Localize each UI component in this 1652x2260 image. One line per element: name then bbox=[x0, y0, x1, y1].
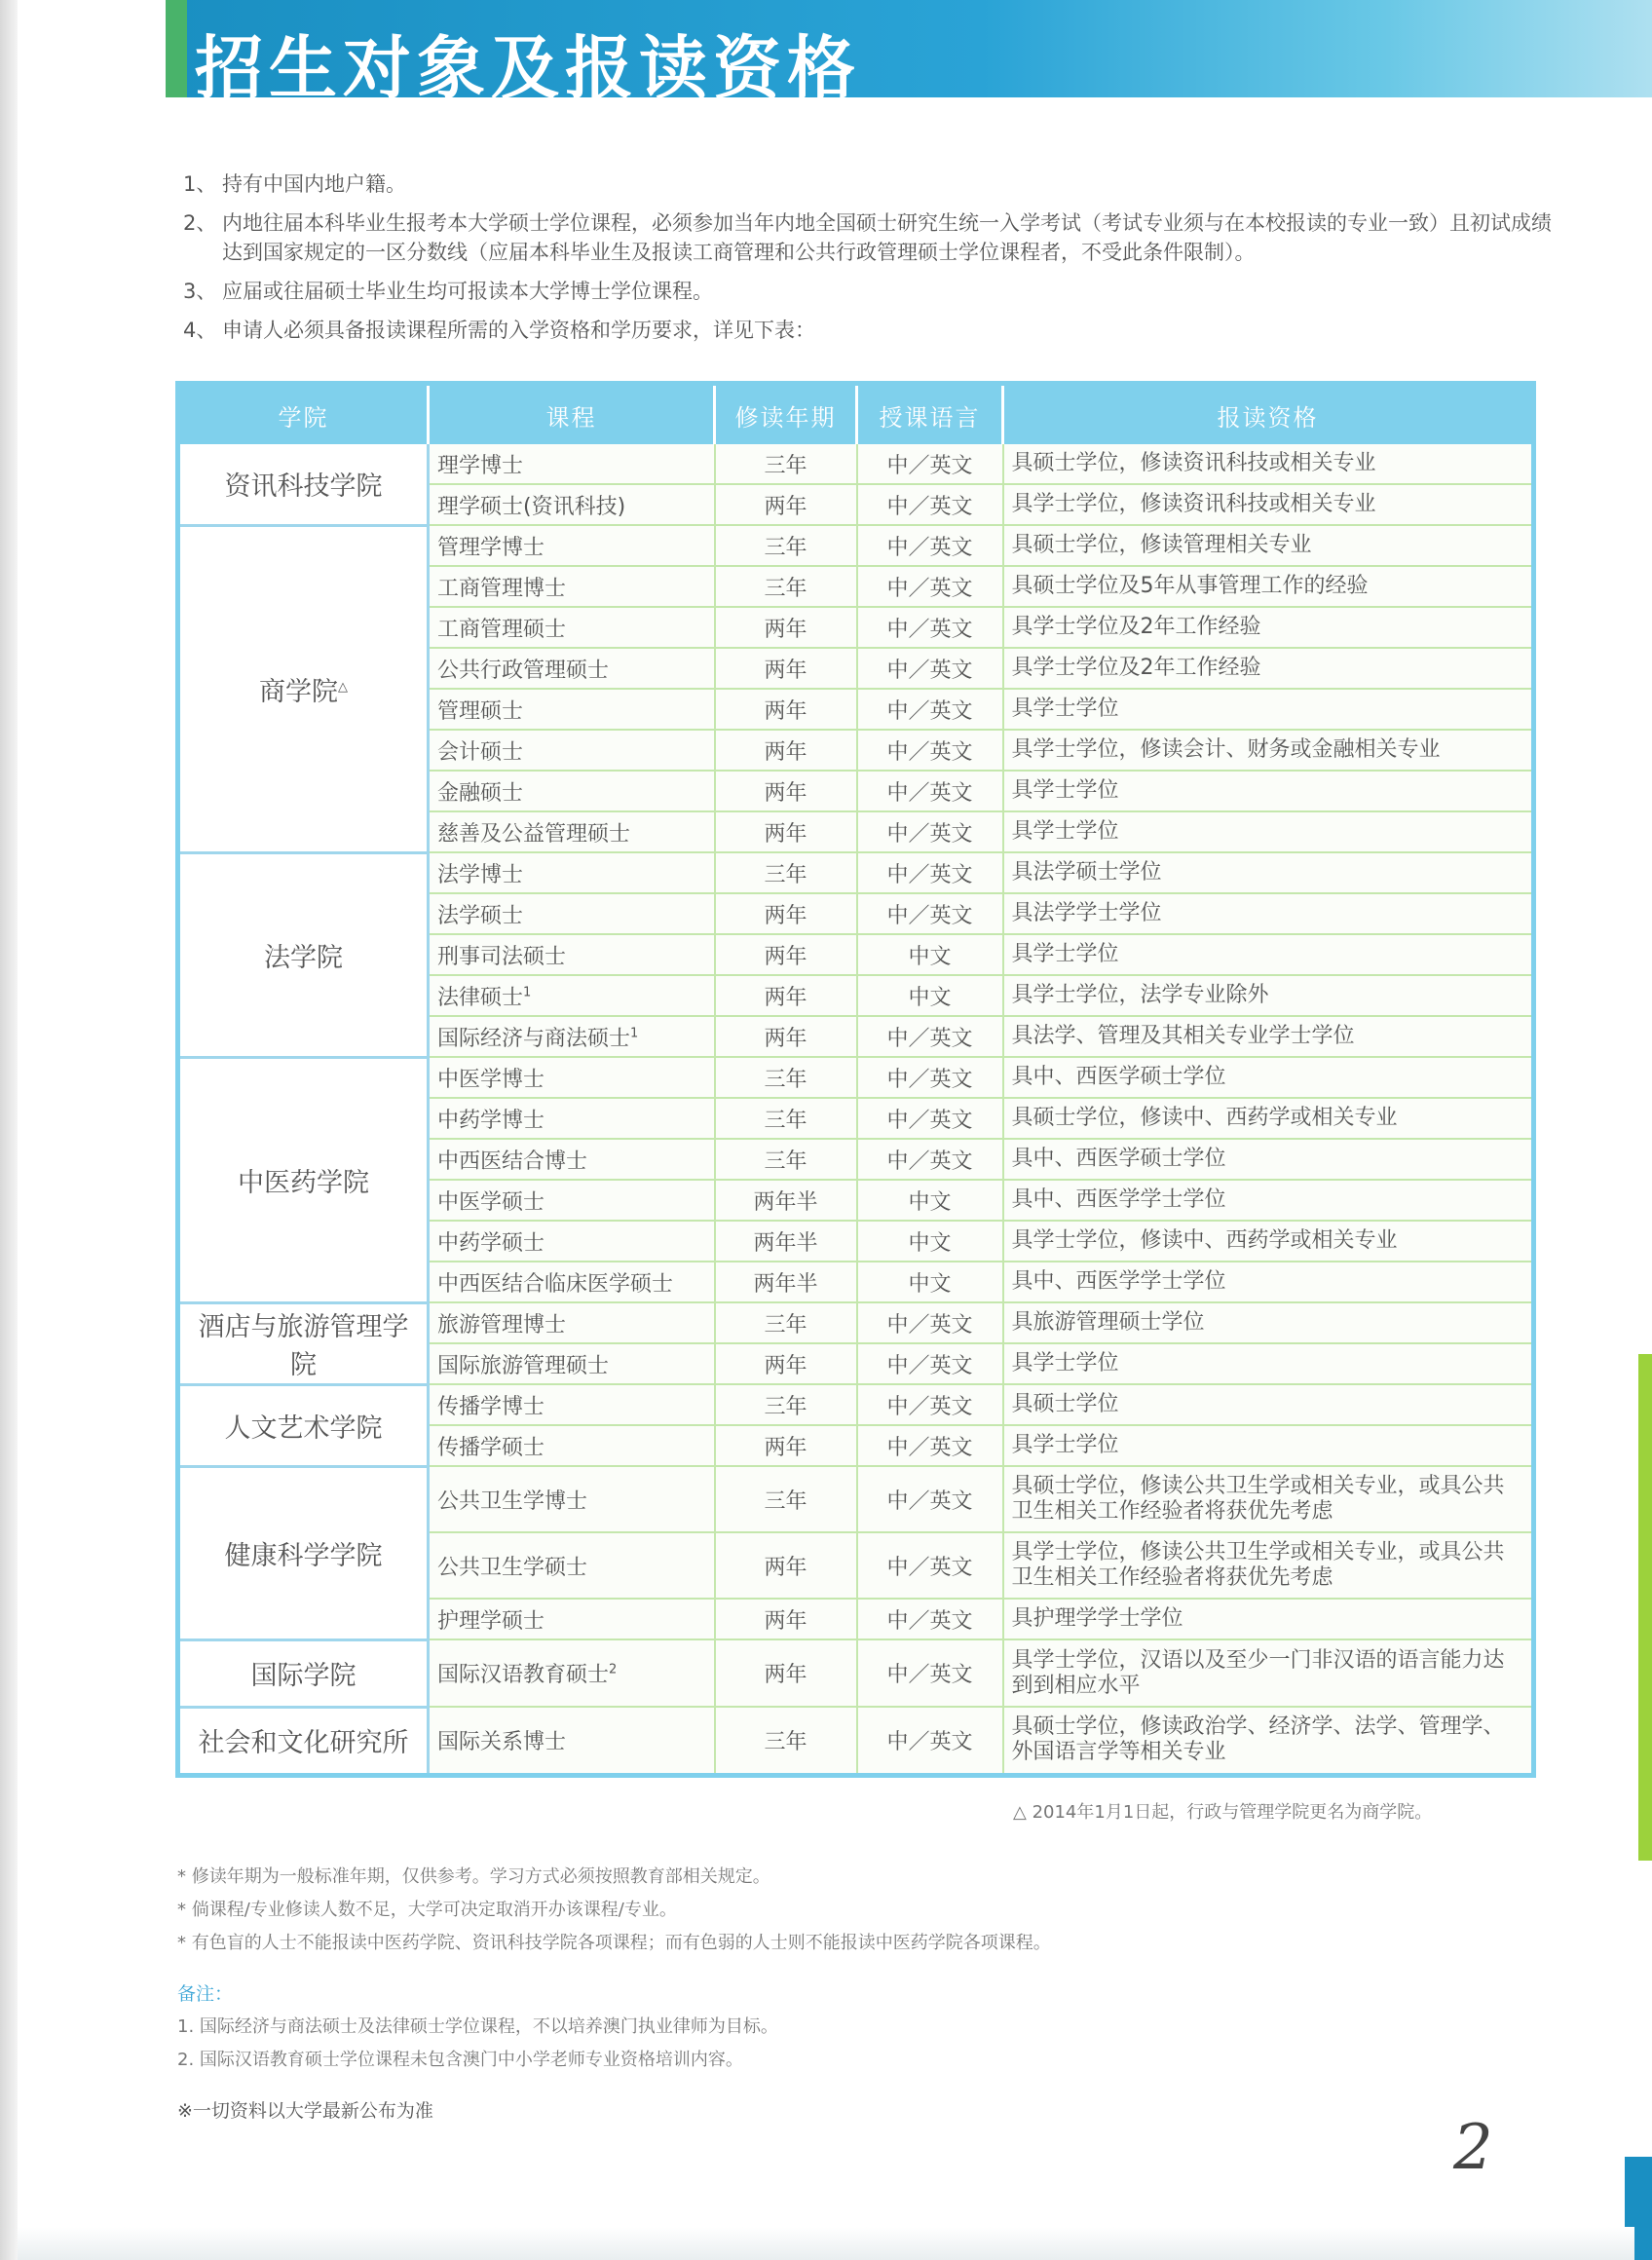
requirement-item bbox=[183, 316, 1566, 345]
course-cell bbox=[429, 893, 715, 934]
duration-cell: 三年 bbox=[715, 1707, 857, 1775]
course-name: 传播学硕士 bbox=[437, 1435, 545, 1460]
requirement-cell: 具学士学位，修读会计、财务或金融相关专业 bbox=[1003, 730, 1534, 771]
note-item: * 倘课程/专业修读人数不足，大学可决定取消开办该课程/专业。 bbox=[177, 1900, 677, 1920]
language-cell: 中／英文 bbox=[857, 1098, 1003, 1139]
course-cell bbox=[429, 1532, 715, 1599]
course-name: 国际关系博士 bbox=[437, 1729, 567, 1754]
college-cell bbox=[178, 1707, 429, 1775]
duration-cell: 三年 bbox=[715, 1098, 857, 1139]
college-cell bbox=[178, 1639, 429, 1707]
college-name: 酒店与旅游管理学院 bbox=[198, 1312, 409, 1380]
requirement-cell: 具法学硕士学位 bbox=[1003, 852, 1534, 893]
requirement-cell: 具硕士学位 bbox=[1003, 1384, 1534, 1425]
duration-cell: 三年 bbox=[715, 1302, 857, 1343]
college-cell bbox=[178, 525, 429, 852]
language-cell: 中／英文 bbox=[857, 771, 1003, 811]
requirement-number: 1、 bbox=[183, 172, 217, 196]
course-name: 国际旅游管理硕士 bbox=[437, 1353, 610, 1378]
language-cell: 中／英文 bbox=[857, 1532, 1003, 1599]
note-item: * 有色盲的人士不能报读中医药学院、资讯科技学院各项课程；而有色弱的人士则不能报读中医药学院各项课程。 bbox=[177, 1933, 1051, 1953]
course-cell bbox=[429, 525, 715, 566]
page-bottom-edge bbox=[18, 2227, 1634, 2260]
language-cell: 中／英文 bbox=[857, 607, 1003, 648]
requirement-cell: 具硕士学位及5年从事管理工作的经验 bbox=[1003, 566, 1534, 607]
language-cell: 中／英文 bbox=[857, 525, 1003, 566]
course-name: 旅游管理博士 bbox=[437, 1312, 567, 1337]
college-cell bbox=[178, 1466, 429, 1639]
course-name: 中医学博士 bbox=[437, 1067, 545, 1092]
requirement-cell: 具学士学位，修读资讯科技或相关专业 bbox=[1003, 484, 1534, 525]
course-name: 慈善及公益管理硕士 bbox=[437, 821, 631, 847]
table-header-row bbox=[178, 384, 1534, 445]
college-cell bbox=[178, 852, 429, 1057]
note-item: * 修读年期为一般标准年期，仅供参考。学习方式必须按照教育部相关规定。 bbox=[177, 1866, 770, 1887]
course-cell bbox=[429, 484, 715, 525]
course-cell bbox=[429, 648, 715, 689]
header-accent-strip bbox=[166, 0, 187, 97]
course-name: 中药学硕士 bbox=[437, 1230, 545, 1256]
requirement-cell: 具学士学位 bbox=[1003, 771, 1534, 811]
college-name: 人文艺术学院 bbox=[224, 1412, 383, 1444]
duration-cell: 两年 bbox=[715, 689, 857, 730]
table-row bbox=[178, 1384, 1534, 1425]
table-row bbox=[178, 1057, 1534, 1098]
duration-cell: 三年 bbox=[715, 525, 857, 566]
course-cell bbox=[429, 607, 715, 648]
requirement-cell: 具学士学位，汉语以及至少一门非汉语的语言能力达到到相应水平 bbox=[1003, 1639, 1534, 1707]
course-name: 金融硕士 bbox=[437, 780, 524, 806]
course-cell bbox=[429, 689, 715, 730]
language-cell: 中文 bbox=[857, 1180, 1003, 1221]
duration-cell: 两年 bbox=[715, 1532, 857, 1599]
course-name: 理学硕士(资讯科技) bbox=[437, 494, 626, 519]
notes-section bbox=[177, 1863, 1560, 1962]
requirement-cell: 具学士学位 bbox=[1003, 811, 1534, 852]
language-cell: 中／英文 bbox=[857, 852, 1003, 893]
course-cell bbox=[429, 1262, 715, 1302]
duration-cell: 两年 bbox=[715, 975, 857, 1016]
requirement-cell: 具学士学位，修读公共卫生学或相关专业，或具公共卫生相关工作经验者将获优先考虑 bbox=[1003, 1532, 1534, 1599]
course-name: 中西医结合临床医学硕士 bbox=[437, 1271, 674, 1297]
college-name: 法学院 bbox=[264, 942, 343, 973]
duration-cell: 两年 bbox=[715, 1425, 857, 1466]
course-cell bbox=[429, 444, 715, 484]
duration-cell: 两年 bbox=[715, 934, 857, 975]
language-cell: 中文 bbox=[857, 934, 1003, 975]
requirement-cell: 具硕士学位，修读政治学、经济学、法学、管理学、外国语言学等相关专业 bbox=[1003, 1707, 1534, 1775]
column-header: 报读资格 bbox=[1003, 384, 1534, 445]
course-cell bbox=[429, 1180, 715, 1221]
requirement-item bbox=[183, 208, 1566, 267]
requirements-list bbox=[183, 170, 1566, 355]
requirement-cell: 具学士学位及2年工作经验 bbox=[1003, 607, 1534, 648]
language-cell: 中／英文 bbox=[857, 566, 1003, 607]
rename-note: △ 2014年1月1日起，行政与管理学院更名为商学院。 bbox=[1013, 1802, 1433, 1823]
college-name: 社会和文化研究所 bbox=[198, 1728, 409, 1758]
duration-cell: 三年 bbox=[715, 444, 857, 484]
language-cell: 中／英文 bbox=[857, 1599, 1003, 1639]
course-cell bbox=[429, 1707, 715, 1775]
course-name: 工商管理博士 bbox=[437, 576, 567, 601]
course-cell bbox=[429, 566, 715, 607]
requirement-cell: 具旅游管理硕士学位 bbox=[1003, 1302, 1534, 1343]
requirement-cell: 具法学学士学位 bbox=[1003, 893, 1534, 934]
course-name: 法学博士 bbox=[437, 862, 524, 887]
footnote-marker: 1 bbox=[630, 1026, 639, 1041]
college-name: 中医药学院 bbox=[238, 1167, 369, 1198]
course-cell bbox=[429, 1384, 715, 1425]
table-row bbox=[178, 1466, 1534, 1532]
requirement-cell: 具硕士学位，修读管理相关专业 bbox=[1003, 525, 1534, 566]
requirement-cell: 具中、西医学学士学位 bbox=[1003, 1180, 1534, 1221]
requirement-cell: 具硕士学位，修读中、西药学或相关专业 bbox=[1003, 1098, 1534, 1139]
course-name: 公共卫生学博士 bbox=[437, 1488, 588, 1514]
course-cell bbox=[429, 1098, 715, 1139]
duration-cell: 两年 bbox=[715, 811, 857, 852]
language-cell: 中／英文 bbox=[857, 1707, 1003, 1775]
duration-cell: 两年半 bbox=[715, 1221, 857, 1262]
requirement-cell: 具学士学位及2年工作经验 bbox=[1003, 648, 1534, 689]
requirement-cell: 具学士学位 bbox=[1003, 934, 1534, 975]
course-cell bbox=[429, 771, 715, 811]
course-cell bbox=[429, 811, 715, 852]
college-cell bbox=[178, 1057, 429, 1302]
course-name: 中医学硕士 bbox=[437, 1189, 545, 1215]
requirement-text: 持有中国内地户籍。 bbox=[222, 172, 406, 196]
requirement-cell: 具学士学位 bbox=[1003, 1343, 1534, 1384]
course-name: 法律硕士 bbox=[437, 985, 524, 1010]
college-name: 国际学院 bbox=[250, 1661, 357, 1691]
page-title: 招生对象及报读资格 bbox=[195, 28, 861, 108]
remark-item: 2. 国际汉语教育硕士学位课程未包含澳门中小学老师专业资格培训内容。 bbox=[177, 2050, 743, 2070]
requirement-number: 2、 bbox=[183, 211, 217, 235]
requirement-cell: 具护理学学士学位 bbox=[1003, 1599, 1534, 1639]
language-cell: 中／英文 bbox=[857, 484, 1003, 525]
language-cell: 中／英文 bbox=[857, 1384, 1003, 1425]
course-cell bbox=[429, 1639, 715, 1707]
remarks-title: 备注： bbox=[177, 1983, 234, 2005]
college-name: 商学院 bbox=[259, 676, 338, 707]
course-name: 公共卫生学硕士 bbox=[437, 1555, 588, 1580]
course-name: 国际经济与商法硕士 bbox=[437, 1026, 631, 1051]
duration-cell: 三年 bbox=[715, 1057, 857, 1098]
table-row bbox=[178, 852, 1534, 893]
column-header: 修读年期 bbox=[715, 384, 857, 445]
duration-cell: 两年 bbox=[715, 771, 857, 811]
college-mark: △ bbox=[338, 679, 348, 695]
footnote-marker: 1 bbox=[523, 985, 532, 1000]
language-cell: 中文 bbox=[857, 1262, 1003, 1302]
table-row bbox=[178, 444, 1534, 484]
remarks-section bbox=[177, 2013, 778, 2079]
duration-cell: 两年 bbox=[715, 484, 857, 525]
duration-cell: 两年 bbox=[715, 1343, 857, 1384]
language-cell: 中／英文 bbox=[857, 648, 1003, 689]
course-name: 管理硕士 bbox=[437, 698, 524, 724]
course-cell bbox=[429, 1016, 715, 1057]
course-cell bbox=[429, 1302, 715, 1343]
course-cell bbox=[429, 1139, 715, 1180]
course-name: 公共行政管理硕士 bbox=[437, 658, 610, 683]
table-row bbox=[178, 525, 1534, 566]
duration-cell: 两年半 bbox=[715, 1262, 857, 1302]
right-accent-bar bbox=[1638, 1354, 1652, 1861]
column-header: 学院 bbox=[178, 384, 429, 445]
language-cell: 中／英文 bbox=[857, 1639, 1003, 1707]
course-name: 工商管理硕士 bbox=[437, 617, 567, 642]
course-cell bbox=[429, 730, 715, 771]
admission-table bbox=[175, 381, 1536, 1778]
language-cell: 中／英文 bbox=[857, 1343, 1003, 1384]
requirement-text: 内地往届本科毕业生报考本大学硕士学位课程，必须参加当年内地全国硕士研究生统一入学考试（考试专业须与在本校报读的专业一致）且初试成绩达到国家规定的一区分数线（应届本科毕业生及报读工商管理和公共行政管理硕士学位课程者，不受此条件限制）。 bbox=[222, 211, 1552, 264]
college-cell bbox=[178, 1384, 429, 1466]
course-name: 中药学博士 bbox=[437, 1108, 545, 1133]
course-name: 国际汉语教育硕士 bbox=[437, 1663, 610, 1687]
college-name: 健康科学学院 bbox=[224, 1540, 383, 1571]
course-name: 传播学博士 bbox=[437, 1394, 545, 1419]
table-row bbox=[178, 1639, 1534, 1707]
duration-cell: 三年 bbox=[715, 1384, 857, 1425]
language-cell: 中／英文 bbox=[857, 1425, 1003, 1466]
language-cell: 中文 bbox=[857, 975, 1003, 1016]
duration-cell: 两年半 bbox=[715, 1180, 857, 1221]
language-cell: 中／英文 bbox=[857, 1302, 1003, 1343]
page-number: 2 bbox=[1453, 2112, 1493, 2184]
requirement-cell: 具中、西医学硕士学位 bbox=[1003, 1139, 1534, 1180]
requirement-text: 申请人必须具备报读课程所需的入学资格和学历要求，详见下表： bbox=[222, 319, 815, 342]
requirement-cell: 具学士学位，修读中、西药学或相关专业 bbox=[1003, 1221, 1534, 1262]
college-cell bbox=[178, 444, 429, 525]
column-header: 授课语言 bbox=[857, 384, 1003, 445]
column-header: 课程 bbox=[429, 384, 715, 445]
course-name: 护理学硕士 bbox=[437, 1608, 545, 1634]
requirement-cell: 具中、西医学硕士学位 bbox=[1003, 1057, 1534, 1098]
course-cell bbox=[429, 975, 715, 1016]
remark-item: 1. 国际经济与商法硕士及法律硕士学位课程，不以培养澳门执业律师为目标。 bbox=[177, 2016, 778, 2037]
requirement-number: 3、 bbox=[183, 280, 217, 303]
requirement-item bbox=[183, 277, 1566, 306]
duration-cell: 两年 bbox=[715, 1599, 857, 1639]
course-name: 管理学博士 bbox=[437, 535, 545, 560]
final-note: ※一切资料以大学最新公布为准 bbox=[177, 2100, 433, 2122]
college-name: 资讯科技学院 bbox=[224, 471, 383, 503]
duration-cell: 两年 bbox=[715, 893, 857, 934]
footnote-marker: 2 bbox=[609, 1662, 618, 1677]
course-cell bbox=[429, 934, 715, 975]
language-cell: 中／英文 bbox=[857, 730, 1003, 771]
course-cell bbox=[429, 1343, 715, 1384]
page-left-edge bbox=[0, 0, 18, 2260]
course-cell bbox=[429, 1425, 715, 1466]
requirement-cell: 具硕士学位，修读公共卫生学或相关专业，或具公共卫生相关工作经验者将获优先考虑 bbox=[1003, 1466, 1534, 1532]
requirement-cell: 具学士学位 bbox=[1003, 689, 1534, 730]
language-cell: 中／英文 bbox=[857, 1016, 1003, 1057]
duration-cell: 三年 bbox=[715, 1466, 857, 1532]
duration-cell: 三年 bbox=[715, 566, 857, 607]
course-name: 理学博士 bbox=[437, 453, 524, 478]
course-cell bbox=[429, 1221, 715, 1262]
duration-cell: 两年 bbox=[715, 730, 857, 771]
course-cell bbox=[429, 1599, 715, 1639]
course-cell bbox=[429, 852, 715, 893]
language-cell: 中文 bbox=[857, 1221, 1003, 1262]
requirement-cell: 具法学、管理及其相关专业学士学位 bbox=[1003, 1016, 1534, 1057]
duration-cell: 两年 bbox=[715, 1639, 857, 1707]
duration-cell: 两年 bbox=[715, 648, 857, 689]
college-cell bbox=[178, 1302, 429, 1384]
course-cell bbox=[429, 1466, 715, 1532]
requirement-cell: 具硕士学位，修读资讯科技或相关专业 bbox=[1003, 444, 1534, 484]
language-cell: 中／英文 bbox=[857, 689, 1003, 730]
duration-cell: 两年 bbox=[715, 607, 857, 648]
language-cell: 中／英文 bbox=[857, 1466, 1003, 1532]
requirement-cell: 具学士学位 bbox=[1003, 1425, 1534, 1466]
requirement-text: 应届或往届硕士毕业生均可报读本大学博士学位课程。 bbox=[222, 280, 713, 303]
table-row bbox=[178, 1302, 1534, 1343]
course-name: 刑事司法硕士 bbox=[437, 944, 567, 969]
language-cell: 中／英文 bbox=[857, 1139, 1003, 1180]
language-cell: 中／英文 bbox=[857, 1057, 1003, 1098]
table-body bbox=[178, 444, 1534, 1775]
course-name: 法学硕士 bbox=[437, 903, 524, 928]
duration-cell: 两年 bbox=[715, 1016, 857, 1057]
duration-cell: 三年 bbox=[715, 1139, 857, 1180]
course-name: 会计硕士 bbox=[437, 739, 524, 765]
course-name: 中西医结合博士 bbox=[437, 1149, 588, 1174]
requirement-number: 4、 bbox=[183, 319, 217, 342]
language-cell: 中／英文 bbox=[857, 893, 1003, 934]
duration-cell: 三年 bbox=[715, 852, 857, 893]
course-cell bbox=[429, 1057, 715, 1098]
requirement-cell: 具中、西医学学士学位 bbox=[1003, 1262, 1534, 1302]
language-cell: 中／英文 bbox=[857, 444, 1003, 484]
table-row bbox=[178, 1707, 1534, 1775]
language-cell: 中／英文 bbox=[857, 811, 1003, 852]
requirement-item bbox=[183, 170, 1566, 199]
requirement-cell: 具学士学位，法学专业除外 bbox=[1003, 975, 1534, 1016]
